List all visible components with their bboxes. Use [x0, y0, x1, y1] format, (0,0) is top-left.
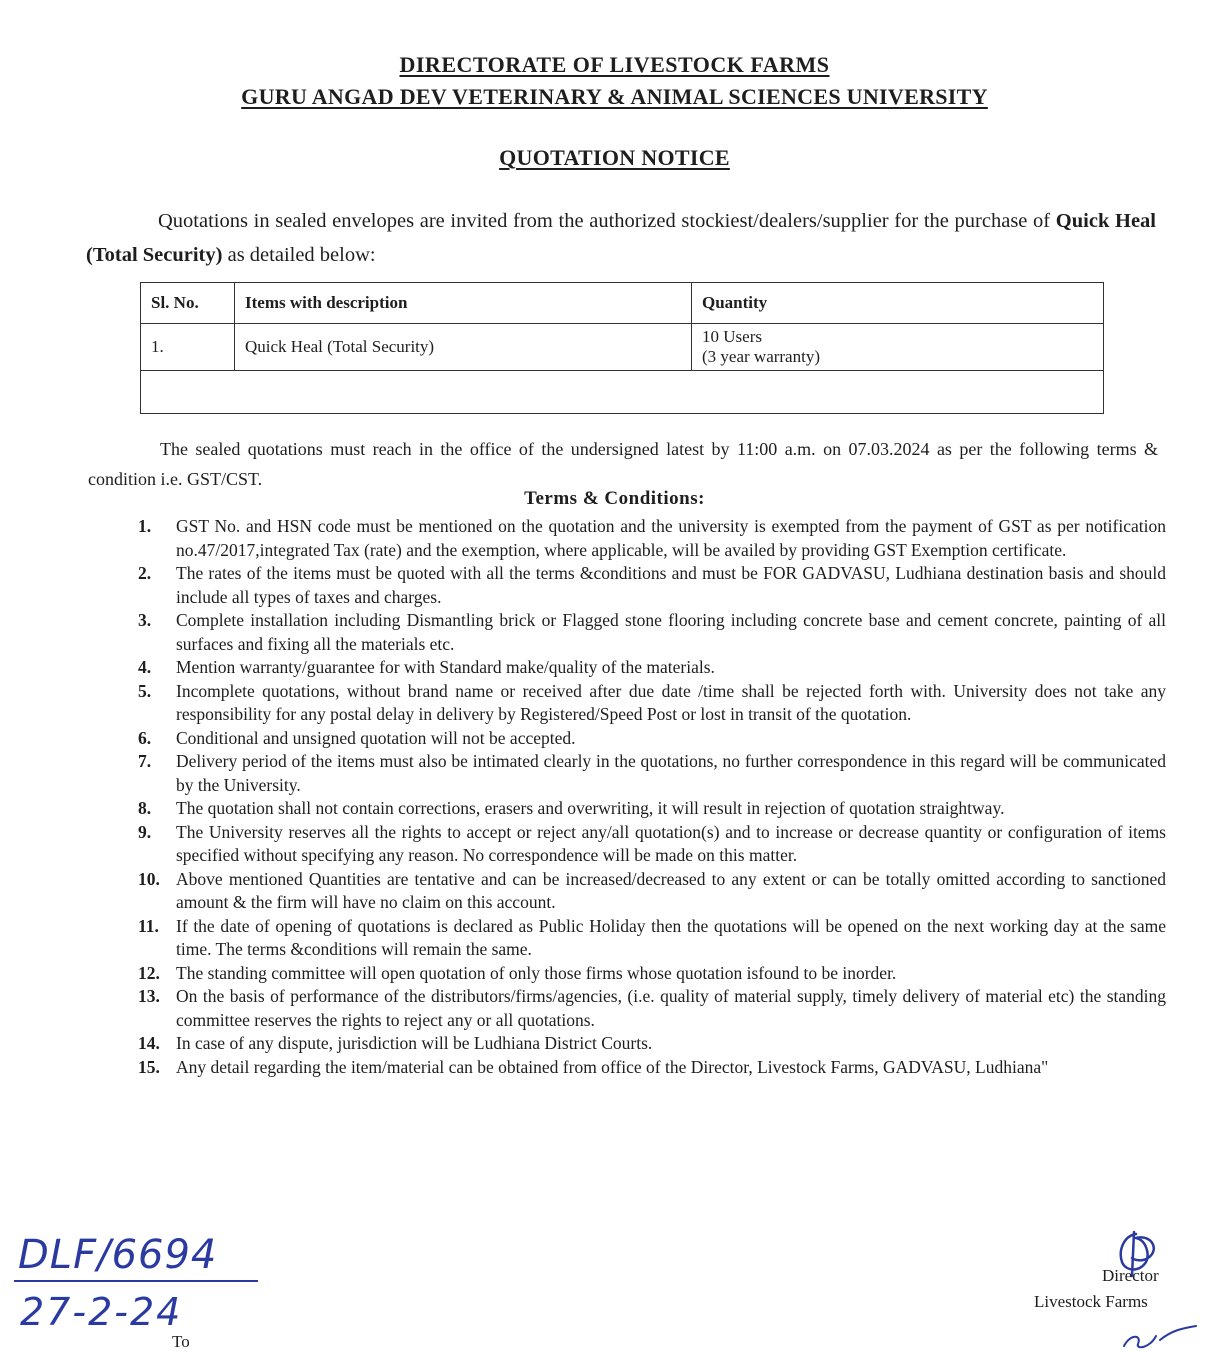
term-item: [138, 915, 1166, 962]
quantity-warranty: (3 year warranty): [702, 347, 820, 366]
items-table: [140, 282, 1104, 414]
term-text: Mention warranty/guarantee for with Standard make/quality of the materials.: [176, 657, 715, 677]
deadline-paragraph: The sealed quotations must reach in the office of the undersigned latest by 11:00 a.m. on 07.03.2024 as per the following terms & condition i.e. GST/CST.: [88, 439, 1158, 489]
term-item: [138, 985, 1166, 1032]
intro-text-before: Quotations in sealed envelopes are invited from the authorized stockiest/dealers/supplier for the purchase of: [158, 210, 1056, 232]
handwritten-underline: [14, 1280, 258, 1282]
term-item: [138, 1032, 1166, 1056]
table-header-row: [141, 283, 1104, 324]
director-designation: Director: [1102, 1266, 1159, 1285]
intro-item-name: Quick Heal (Total Security): [86, 210, 1156, 266]
term-text: The standing committee will open quotation of only those firms whose quotation isfound to be inorder.: [176, 962, 897, 983]
term-number: 2.: [138, 563, 152, 583]
term-number: 9.: [138, 821, 152, 842]
term-item: [138, 727, 1166, 751]
initials-mark: [1120, 1322, 1200, 1352]
term-number: 8.: [138, 798, 152, 818]
department-name: Livestock Farms: [1034, 1292, 1148, 1311]
term-number: 12.: [138, 962, 160, 983]
term-number: 14.: [138, 1033, 160, 1053]
term-text: Above mentioned Quantities are tentative and can be increased/decreased to any extent or can be totally omitted according to sanctioned amount & the firm will have no claim on this account.: [176, 868, 1166, 912]
table-empty-row: [141, 371, 1104, 414]
notice-title: QUOTATION NOTICE: [499, 145, 730, 170]
empty-cell: [141, 371, 1104, 414]
directorate-heading: DIRECTORATE OF LIVESTOCK FARMS: [399, 52, 830, 77]
term-number: 3.: [138, 610, 152, 630]
term-item: [138, 797, 1166, 821]
term-number: 10.: [138, 868, 160, 889]
term-item: [138, 750, 1166, 797]
term-item: [138, 515, 1166, 562]
table-row: [141, 324, 1104, 371]
term-text: Any detail regarding the item/material can be obtained from office of the Director, Livestock Farms, GADVASU, Ludhiana": [176, 1056, 1049, 1077]
term-item: [138, 609, 1166, 656]
cell-quantity: [692, 324, 1104, 371]
term-item: [138, 656, 1166, 680]
term-number: 15.: [138, 1056, 160, 1077]
term-text: In case of any dispute, jurisdiction will be Ludhiana District Courts.: [176, 1033, 653, 1053]
term-number: 6.: [138, 727, 152, 748]
term-text: On the basis of performance of the distributors/firms/agencies, (i.e. quality of material supply, timely delivery of material etc) the standing committee reserves the rights to reject any or all quotations.: [176, 986, 1166, 1030]
term-number: 11.: [138, 915, 159, 936]
term-item: [138, 562, 1166, 609]
term-number: 7.: [138, 751, 152, 771]
term-text: GST No. and HSN code must be mentioned on the quotation and the university is exempted from the payment of GST as per notification no.47/2017,integrated Tax (rate) and the exemption, where applicable, will be availed by providing GST Exemption certificate.: [176, 516, 1166, 560]
term-text: Complete installation including Dismantling brick or Flagged stone flooring including concrete base and cement concrete, painting of all surfaces and fixing all the materials etc.: [176, 610, 1166, 654]
term-item: [138, 868, 1166, 915]
terms-list: [138, 515, 1166, 1079]
term-text: The rates of the items must be quoted with all the terms &conditions and must be FOR GADVASU, Ludhiana destination basis and should include all types of taxes and charges.: [176, 563, 1166, 607]
cell-sl-no: 1.: [141, 324, 235, 371]
handwritten-date: 27-2-24: [20, 1290, 183, 1334]
university-heading: GURU ANGAD DEV VETERINARY & ANIMAL SCIENCES UNIVERSITY: [241, 84, 988, 109]
term-item: [138, 962, 1166, 986]
term-text: Incomplete quotations, without brand name or received after due date /time shall be rejected forth with. University does not take any responsibility for any postal delay in delivery by Registered/Speed Post or lost in transit of the quotation.: [176, 680, 1166, 724]
handwritten-reference-number: DLF/6694: [18, 1232, 218, 1278]
term-number: 1.: [138, 516, 152, 536]
term-text: The University reserves all the rights to accept or reject any/all quotation(s) and to increase or decrease quantity or configuration of items specified without specifying any reason. No correspondence will be made on this matter.: [176, 821, 1166, 865]
to-label: To: [172, 1332, 190, 1351]
term-item: [138, 1056, 1166, 1080]
cell-item: Quick Heal (Total Security): [235, 324, 692, 371]
term-item: [138, 680, 1166, 727]
term-text: Conditional and unsigned quotation will not be accepted.: [176, 727, 576, 748]
intro-text-after: as detailed below:: [222, 244, 376, 266]
header-quantity: Quantity: [692, 283, 1104, 324]
header-sl-no: Sl. No.: [141, 283, 235, 324]
header-items: Items with description: [235, 283, 692, 324]
term-number: 13.: [138, 986, 160, 1006]
intro-paragraph: [86, 204, 1156, 272]
terms-title: Terms & Conditions:: [524, 488, 705, 509]
term-text: If the date of opening of quotations is declared as Public Holiday then the quotations will be opened on the next working day at the same time. The terms &conditions will remain the same.: [176, 915, 1166, 959]
term-text: The quotation shall not contain corrections, erasers and overwriting, it will result in rejection of quotation straightway.: [176, 798, 1005, 818]
term-number: 4.: [138, 657, 152, 677]
term-item: [138, 821, 1166, 868]
term-number: 5.: [138, 680, 152, 701]
term-text: Delivery period of the items must also be intimated clearly in the quotations, no further correspondence in this regard will be communicated by the University.: [176, 751, 1166, 795]
quantity-users: 10 Users: [702, 327, 762, 346]
